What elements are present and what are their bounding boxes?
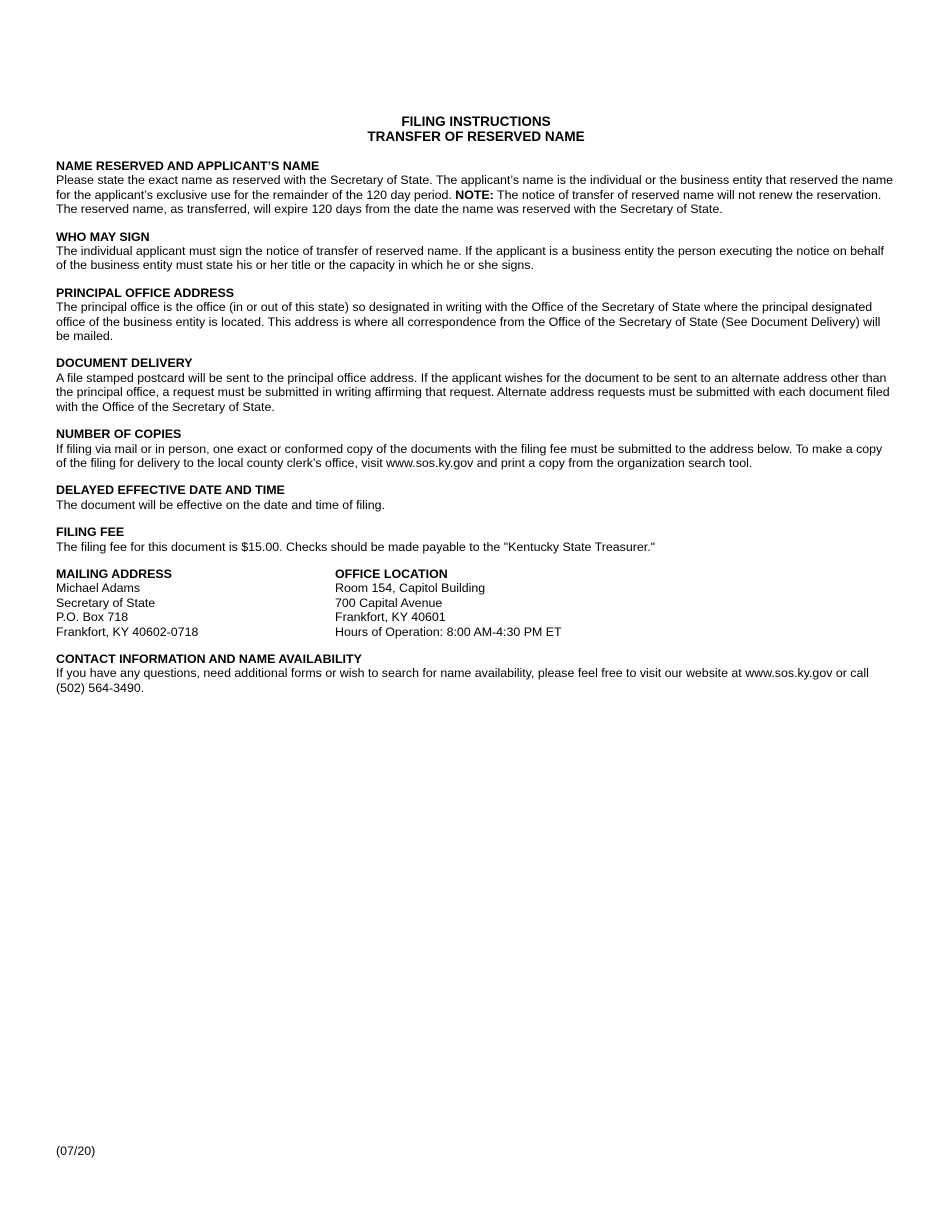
address-block: [56, 567, 896, 639]
section-principal-office: [56, 286, 896, 344]
section-heading: NAME RESERVED AND APPLICANT’S NAME: [56, 159, 320, 173]
office-location-heading: OFFICE LOCATION: [335, 566, 448, 581]
office-location-line: 700 Capital Avenue: [335, 595, 443, 610]
section-text: The filing fee for this document is $15.00. Checks should be made payable to the "Kentucky State Treasurer.": [56, 539, 656, 554]
office-location-line: Frankfort, KY 40601: [335, 610, 446, 625]
mailing-address-line: Secretary of State: [56, 595, 156, 610]
section-heading: WHO MAY SIGN: [56, 229, 150, 244]
document-subtitle: TRANSFER OF RESERVED NAME: [367, 129, 585, 144]
section-number-of-copies: [56, 427, 896, 470]
section-heading: DOCUMENT DELIVERY: [56, 356, 193, 371]
mailing-address-line: Michael Adams: [56, 581, 141, 596]
revision-date: (07/20): [56, 1144, 96, 1158]
section-filing-fee: [56, 525, 896, 554]
office-location: [335, 567, 562, 639]
section-text: If filing via mail or in person, one exact or conformed copy of the documents with the filing fee must be submitted to the address below. To make a copy of the filing for delivery to the local county clerk’s office, visit www.sos.ky.gov and print a copy from the organization search tool.: [56, 441, 883, 470]
section-delayed-effective: [56, 483, 896, 512]
section-heading: PRINCIPAL OFFICE ADDRESS: [56, 285, 235, 300]
section-heading: CONTACT INFORMATION AND NAME AVAILABILITY: [56, 651, 362, 666]
section-heading: FILING FEE: [56, 525, 125, 540]
section-who-may-sign: [56, 230, 896, 273]
section-text: [56, 173, 896, 216]
section-contact: [56, 652, 896, 695]
section-text: The document will be effective on the date and time of filing.: [56, 497, 386, 512]
section-text-part2: The notice of transfer of reserved name will not renew the reservation. The reserved name, as transferred, will expire 120 days from the date the name was reserved with the Secretary of State.: [56, 187, 882, 217]
office-location-line: Room 154, Capitol Building: [335, 581, 486, 596]
section-text: A file stamped postcard will be sent to the principal office address. If the applicant wishes for the document to be sent to an alternate address other than the principal office, a request must be submitted in writing affirming that request. Alternate address requests must be submitted with each document filed with the Office of the Secretary of State.: [56, 370, 890, 414]
section-heading: DELAYED EFFECTIVE DATE AND TIME: [56, 483, 285, 498]
document-page: [56, 114, 896, 708]
note-label: NOTE:: [455, 187, 494, 202]
document-title-block: [56, 114, 896, 144]
mailing-address-line: Frankfort, KY 40602-0718: [56, 624, 199, 639]
section-text: If you have any questions, need additional forms or wish to search for name availability, please feel free to visit our website at www.sos.ky.gov or call (502) 564-3490.: [56, 666, 869, 695]
section-text: The principal office is the office (in or out of this state) so designated in writing with the Office of the Secretary of State where the principal designated office of the business entity is located. This address is where all correspondence from the Office of the Secretary of State (See Document Delivery) will be mailed.: [56, 300, 881, 344]
section-text: The individual applicant must sign the notice of transfer of reserved name. If the applicant is a business entity the person executing the notice on behalf of the business entity must state his or her title or the capacity in which he or she signs.: [56, 244, 884, 273]
section-document-delivery: [56, 356, 896, 414]
mailing-address: [56, 567, 335, 639]
section-name-reserved: [56, 159, 896, 217]
section-heading: NUMBER OF COPIES: [56, 427, 182, 442]
mailing-address-heading: MAILING ADDRESS: [56, 566, 172, 581]
office-location-line: Hours of Operation: 8:00 AM-4:30 PM ET: [335, 624, 562, 639]
document-title: FILING INSTRUCTIONS: [401, 114, 551, 129]
mailing-address-line: P.O. Box 718: [56, 610, 129, 625]
section-text-part1: Please state the exact name as reserved with the Secretary of State. The applicant’s name is the individual or the business entity that reserved the name for the applicant’s exclusive use for the remainder of the 120 day period.: [56, 173, 894, 202]
